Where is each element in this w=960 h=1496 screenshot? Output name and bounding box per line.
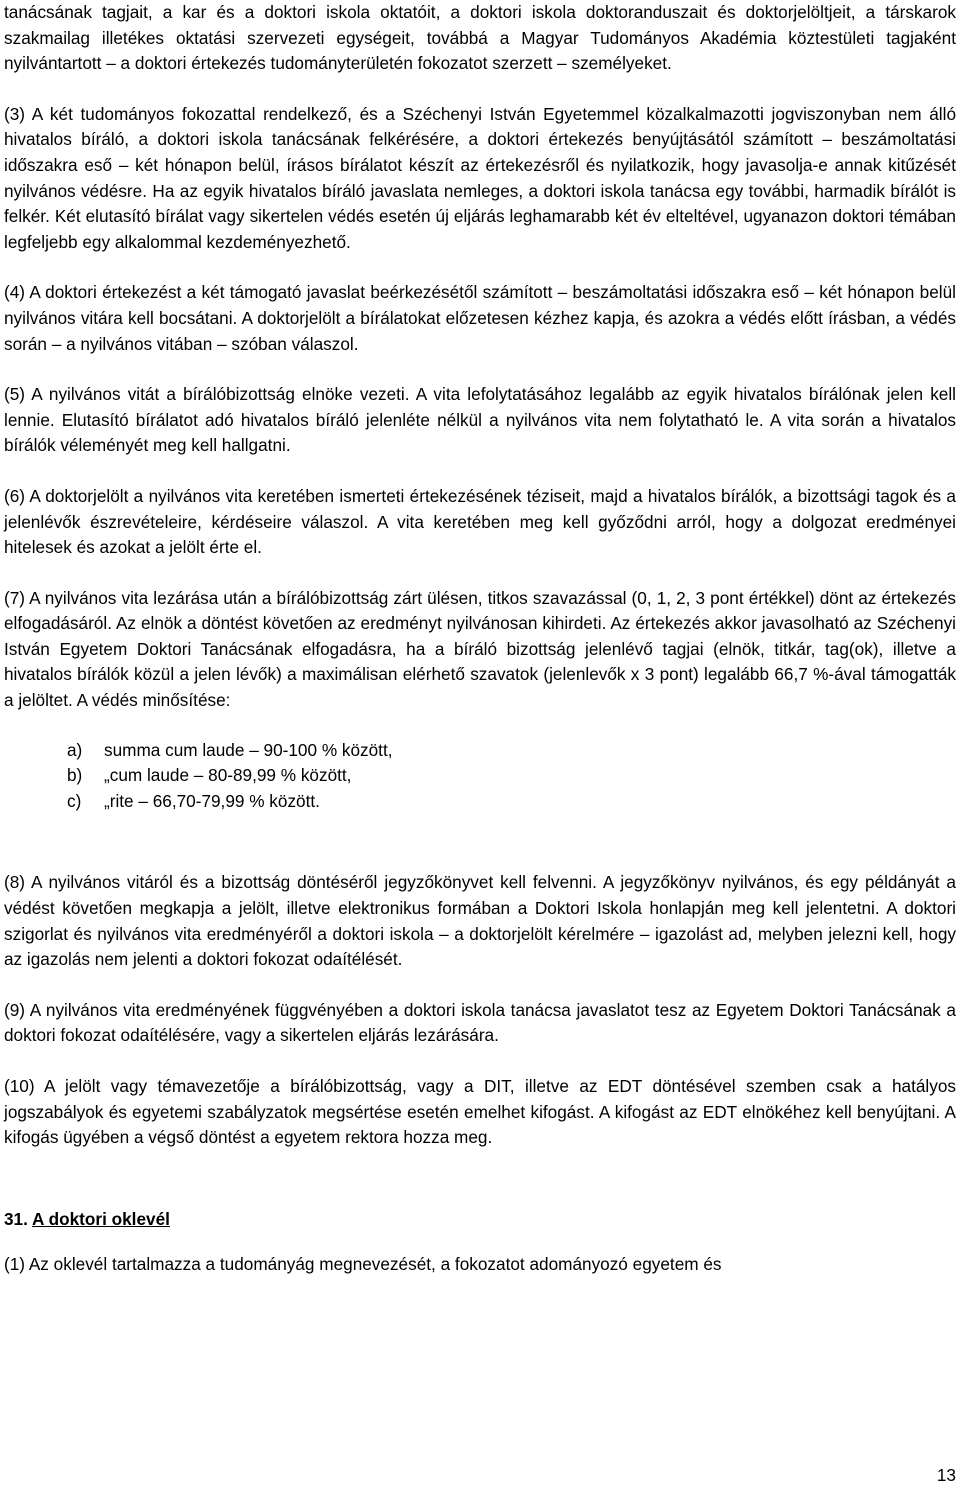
section-number: 31. [4, 1208, 28, 1229]
list-item-text: summa cum laude – 90-100 % között, [104, 739, 393, 760]
paragraph-9: (9) A nyilvános vita eredményének függvényében a doktori iskola tanácsa javaslatot tesz az Egyetem Doktori Tanácsának a doktori fokozat odaítélésére, vagy a sikertelen eljárás lezárására. [4, 999, 956, 1046]
list-marker: a) [67, 739, 83, 760]
section-heading [4, 1207, 956, 1233]
paragraph-continuation: tanácsának tagjait, a kar és a doktori iskola oktatóit, a doktori iskola doktoranduszait és doktorjelöltjeit, a társkarok szakmailag illetékes oktatási szervezeti egységeit, továbbá a Magyar Tudományos Akadémia köztestületi tagjaként nyilvántartott – a doktori értekezés tudományterületén fokozatot szerzett – személyeket. [4, 2, 956, 74]
paragraph-31-1: (1) Az oklevél tartalmazza a tudományág megnevezését, a fokozatot adományozó egyetem és [4, 1254, 722, 1275]
paragraph-3: (3) A két tudományos fokozattal rendelkező, és a Széchenyi István Egyetemmel közalkalmazotti jogviszonyban nem álló hivatalos bíráló, a doktori iskola tanácsának felkérésére, a doktori értekezés benyújtásától számított – beszámoltatási időszakra eső – két hónapon belül, írásos bírálatot készít az értekezésről és nyilatkozik, hogy javasolja-e annak kitűzését nyilvános védésre. Ha az egyik hivatalos bíráló javaslata nemleges, a doktori iskola tanácsa egy további, harmadik bírálót is felkér. Két elutasító bírálat vagy sikertelen védés esetén új eljárás leghamarabb két év elteltével, ugyanazon doktori témában legfeljebb egy alkalommal kezdeményezhető. [4, 103, 956, 252]
list-item-text: „rite – 66,70-79,99 % között. [104, 790, 320, 811]
list-marker: b) [67, 765, 83, 786]
paragraph-10: (10) A jelölt vagy témavezetője a bírálóbizottság, vagy a DIT, illetve az EDT döntésével szemben csak a hatályos jogszabályok és egyetemi szabályzatok megsértése esetén emelhet kifogást. A kifogást az EDT elnökéhez kell benyújtani. A kifogás ügyében a végső döntést a egyetem rektora hozza meg. [4, 1076, 956, 1148]
paragraph-5: (5) A nyilvános vitát a bírálóbizottság elnöke vezeti. A vita lefolytatásához legalább az egyik hivatalos bírálónak jelen kell lennie. Elutasító bírálatot adó hivatalos bíráló jelenléte nélkül a nyilvános vita nem folytatható le. A vita során a hivatalos bírálók véleményét meg kell hallgatni. [4, 384, 956, 456]
paragraph-7: (7) A nyilvános vita lezárása után a bírálóbizottság zárt ülésen, titkos szavazással (0, 1, 2, 3 pont értékkel) dönt az értekezés elfogadásáról. Az elnök a döntést követően az eredményt nyilvánosan kihirdeti. Az értekezés akkor javasolható az Széchenyi István Egyetem Doktori Tanácsának elfogadásra, ha a bíráló bizottság jelenlévő tagjai (elnök, titkár, tag(ok), illetve a hivatalos bírálók közül a jelen lévők) a maximálisan elérhető szavatok (jelenlevők x 3 pont) legalább 66,7 %-ával támogatták a jelöltet. A védés minősítése: [4, 587, 956, 711]
section-title: A doktori oklevél [32, 1208, 170, 1229]
list-marker: c) [67, 790, 82, 811]
list-item [4, 763, 956, 789]
list-item [4, 738, 956, 764]
paragraph-6: (6) A doktorjelölt a nyilvános vita keretében ismerteti értekezésének téziseit, majd a hivatalos bírálók, a bizottsági tagok és a jelenlévők észrevételeire, kérdéseire válaszol. A vita keretében meg kell győződni arról, hogy a dolgozat eredményei hitelesek és azokat a jelölt érte el. [4, 485, 956, 558]
list-item [4, 789, 956, 815]
grade-list [4, 738, 956, 815]
paragraph-8: (8) A nyilvános vitáról és a bizottság döntéséről jegyzőkönyvet kell felvenni. A jegyzőkönyv nyilvános, és egy példányát a védést követően megkapja a jelölt, illetve elektronikus formában a Doktori Iskola honlapján meg kell jelentetni. A doktori szigorlat és nyilvános vita eredményéről a doktori iskola – a doktorjelölt kérelmére – igazolást ad, melyben jelezni kell, hogy az igazolás nem jelenti a doktori fokozat odaítélését. [4, 872, 956, 970]
list-item-text: „cum laude – 80-89,99 % között, [104, 765, 352, 786]
paragraph-4: (4) A doktori értekezést a két támogató javaslat beérkezésétől számított – beszámoltatási időszakra eső – két hónapon belül nyilvános vitára kell bocsátani. A doktorjelölt a bírálatokat előzetesen kézhez kapja, és azokra a védés előtt írásban, a védés során – a nyilvános vitában – szóban válaszol. [4, 282, 956, 354]
page-number: 13 [936, 1465, 956, 1485]
document-page [4, 0, 956, 1278]
